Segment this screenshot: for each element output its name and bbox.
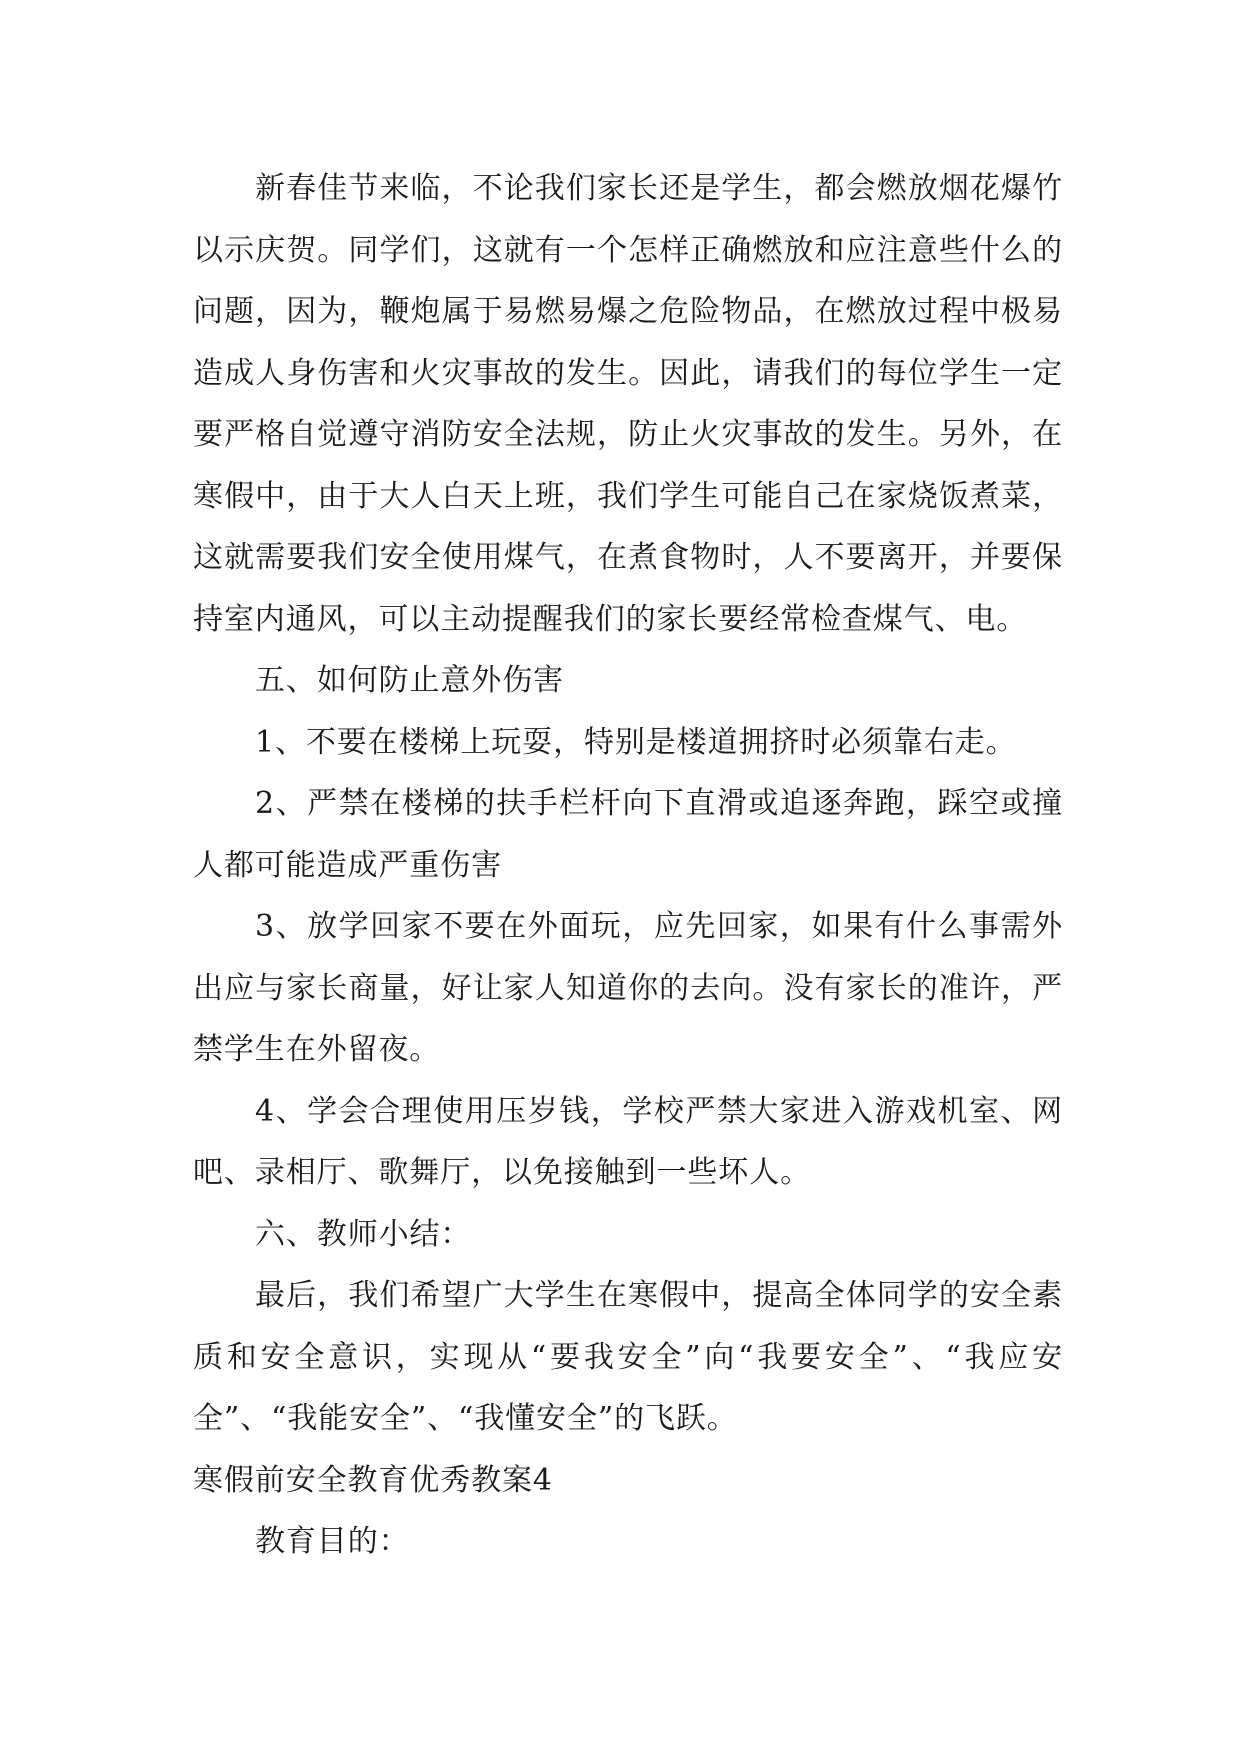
paragraph-education-goal: 教育目的： bbox=[255, 1524, 410, 1559]
document-section-title: 寒假前安全教育优秀教案4 bbox=[193, 1462, 553, 1498]
section-heading-prevent-injury: 五、如何防止意外伤害 bbox=[255, 663, 564, 698]
section-heading-summary: 六、教师小结： bbox=[255, 1216, 472, 1252]
list-item-pocket-money: 4、学会合理使用压岁钱，学校严禁大家进入游戏机室、网吧、录相厅、歌舞厅，以免接触到一些坏人。 bbox=[193, 1093, 1063, 1190]
document-body bbox=[193, 158, 1063, 1573]
list-item-go-home: 3、放学回家不要在外面玩，应先回家，如果有什么事需外出应与家长商量，好让家人知道你的去向。没有家长的准许，严禁学生在外留夜。 bbox=[193, 909, 1063, 1067]
list-item-handrail: 2、严禁在楼梯的扶手栏杆向下直滑或追逐奔跑，踩空或撞人都可能造成严重伤害 bbox=[193, 786, 1063, 883]
list-item-stairs: 1、不要在楼梯上玩耍，特别是楼道拥挤时必须靠右走。 bbox=[255, 724, 1017, 760]
paragraph-fireworks-safety: 新春佳节来临，不论我们家长还是学生，都会燃放烟花爆竹以示庆贺。同学们，这就有一个怎样正确燃放和应注意些什么的问题，因为，鞭炮属于易燃易爆之危险物品，在燃放过程中极易造成人身伤害和火灾事故的发生。因此，请我们的每位学生一定要严格自觉遵守消防安全法规，防止火灾事故的发生。另外，在寒假中，由于大人白天上班，我们学生可能自己在家烧饭煮菜，这就需要我们安全使用煤气，在煮食物时，人不要离开，并要保持室内通风，可以主动提醒我们的家长要经常检查煤气、电。 bbox=[193, 171, 1063, 637]
paragraph-conclusion: 最后，我们希望广大学生在寒假中，提高全体同学的安全素质和安全意识，实现从“要我安全”向“我要安全”、“我应安全”、“我能安全”、“我懂安全”的飞跃。 bbox=[193, 1278, 1063, 1436]
